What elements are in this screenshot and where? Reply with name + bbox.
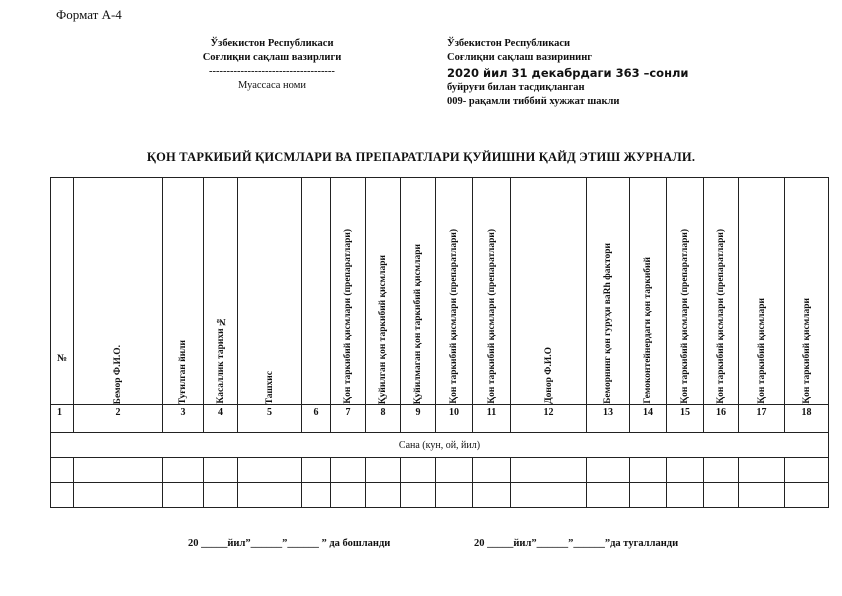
right-header-line1: Ўзбекистон Республикаси: [447, 38, 571, 49]
column-number: 15: [667, 405, 704, 433]
journal-table: [50, 177, 829, 508]
column-number: 9: [401, 405, 436, 433]
right-header-line2: Соғлиқни сақлаш вазирининг: [447, 52, 593, 63]
table-cell[interactable]: [587, 458, 630, 483]
header-cell-18: Қон таркибий қисмлари: [785, 178, 829, 405]
column-number: 16: [704, 405, 739, 433]
table-cell[interactable]: [401, 483, 436, 508]
header-cell-11: Қон таркибий қисмлари (препаратлари): [473, 178, 511, 405]
column-number: 3: [163, 405, 204, 433]
column-number: 11: [473, 405, 511, 433]
table-cell[interactable]: [302, 483, 331, 508]
date-row-label: Сана (кун, ой, йил): [51, 433, 829, 458]
table-cell[interactable]: [630, 458, 667, 483]
table-cell[interactable]: [436, 483, 473, 508]
end-date-line: 20 _____йил”______”______”да тугалланди: [474, 538, 679, 549]
column-number: 12: [511, 405, 587, 433]
table-cell[interactable]: [302, 458, 331, 483]
table-cell[interactable]: [704, 483, 739, 508]
header-cell-17: Қон таркибий қисмлари: [739, 178, 785, 405]
table-cell[interactable]: [331, 458, 366, 483]
header-cell-number: №: [51, 178, 74, 405]
table-cell[interactable]: [204, 483, 238, 508]
table-cell[interactable]: [238, 458, 302, 483]
institution-name-label: Муассаса номи: [238, 80, 306, 91]
right-header-line4: буйруғи билан тасдиқланган: [447, 82, 585, 93]
column-number: 10: [436, 405, 473, 433]
column-number: 6: [302, 405, 331, 433]
header-cell-7: Қон таркибий қисмлари (препаратлари): [331, 178, 366, 405]
header-cell-case-history: Касаллик тарихи №: [204, 178, 238, 405]
table-cell[interactable]: [436, 458, 473, 483]
journal-title: ҚОН ТАРКИБИЙ ҚИСМЛАРИ ВА ПРЕПАРАТЛАРИ ҚУЙИШНИ ҚАЙД ЭТИШ ЖУРНАЛИ.: [146, 150, 696, 164]
column-number: 5: [238, 405, 302, 433]
right-header-line5: 009- рақамли тиббий хужжат шакли: [447, 96, 620, 107]
table-cell[interactable]: [785, 483, 829, 508]
table-cell[interactable]: [366, 483, 401, 508]
table-cell[interactable]: [630, 483, 667, 508]
header-cell-donor-name: Донор Ф.И.О: [511, 178, 587, 405]
table-cell[interactable]: [473, 458, 511, 483]
left-header-line1: Ўзбекистон Республикаси: [210, 38, 334, 49]
table-cell[interactable]: [704, 458, 739, 483]
date-row: [51, 433, 829, 458]
header-cell-diagnosis: Ташхис: [238, 178, 302, 405]
order-reference: 2020 йил 31 декабрдаги 363 –сонли: [447, 66, 689, 80]
header-cell-patient-name: Бемор Ф.И.О.: [74, 178, 163, 405]
header-cell-10: Қон таркибий қисмлари (препаратлари): [436, 178, 473, 405]
table-cell[interactable]: [331, 483, 366, 508]
column-number: 1: [51, 405, 74, 433]
header-cell-6: [302, 178, 331, 405]
column-number: 2: [74, 405, 163, 433]
table-cell[interactable]: [74, 483, 163, 508]
column-number: 13: [587, 405, 630, 433]
left-header: [182, 37, 362, 93]
column-number: 4: [204, 405, 238, 433]
table-cell[interactable]: [51, 458, 74, 483]
header-cell-15: Қон таркибий қисмлари (препаратлари): [667, 178, 704, 405]
header-cell-14: Гемоконтейнердаги қон таркибий: [630, 178, 667, 405]
column-number-row: [51, 405, 829, 433]
table-cell[interactable]: [163, 458, 204, 483]
left-header-line2: Соғлиқни сақлаш вазирлиги: [202, 52, 342, 63]
table-cell[interactable]: [74, 458, 163, 483]
column-number: 18: [785, 405, 829, 433]
table-cell[interactable]: [511, 483, 587, 508]
column-number: 14: [630, 405, 667, 433]
left-header-line3: ------------------------------------: [209, 66, 335, 77]
table-cell[interactable]: [739, 483, 785, 508]
table-cell[interactable]: [163, 483, 204, 508]
table-cell[interactable]: [366, 458, 401, 483]
column-number: 8: [366, 405, 401, 433]
column-number: 7: [331, 405, 366, 433]
right-header: [447, 37, 747, 109]
header-row: [51, 178, 829, 405]
table-cell[interactable]: [401, 458, 436, 483]
column-number: 17: [739, 405, 785, 433]
table-row: [51, 458, 829, 483]
table-cell[interactable]: [587, 483, 630, 508]
table-cell[interactable]: [473, 483, 511, 508]
table-cell[interactable]: [238, 483, 302, 508]
header-cell-blood-group: Беморнинг қон гуруҳи ваRh фактори: [587, 178, 630, 405]
table-cell[interactable]: [511, 458, 587, 483]
table-cell[interactable]: [785, 458, 829, 483]
table-cell[interactable]: [667, 458, 704, 483]
header-cell-16: Қон таркибий қисмлари (препаратлари): [704, 178, 739, 405]
format-label: Формат А-4: [56, 7, 122, 22]
header-cell-8: Қуйилган қон таркибий қисмлари: [366, 178, 401, 405]
table-cell[interactable]: [204, 458, 238, 483]
header-cell-9: Қуйилмаган қон таркибий қисмлари: [401, 178, 436, 405]
header-cell-birth-year: Туғилган йили: [163, 178, 204, 405]
start-date-line: 20 _____йил”______”______ ” да бошланди: [188, 538, 391, 549]
table-row: [51, 483, 829, 508]
table-cell[interactable]: [667, 483, 704, 508]
table-cell[interactable]: [739, 458, 785, 483]
table-cell[interactable]: [51, 483, 74, 508]
